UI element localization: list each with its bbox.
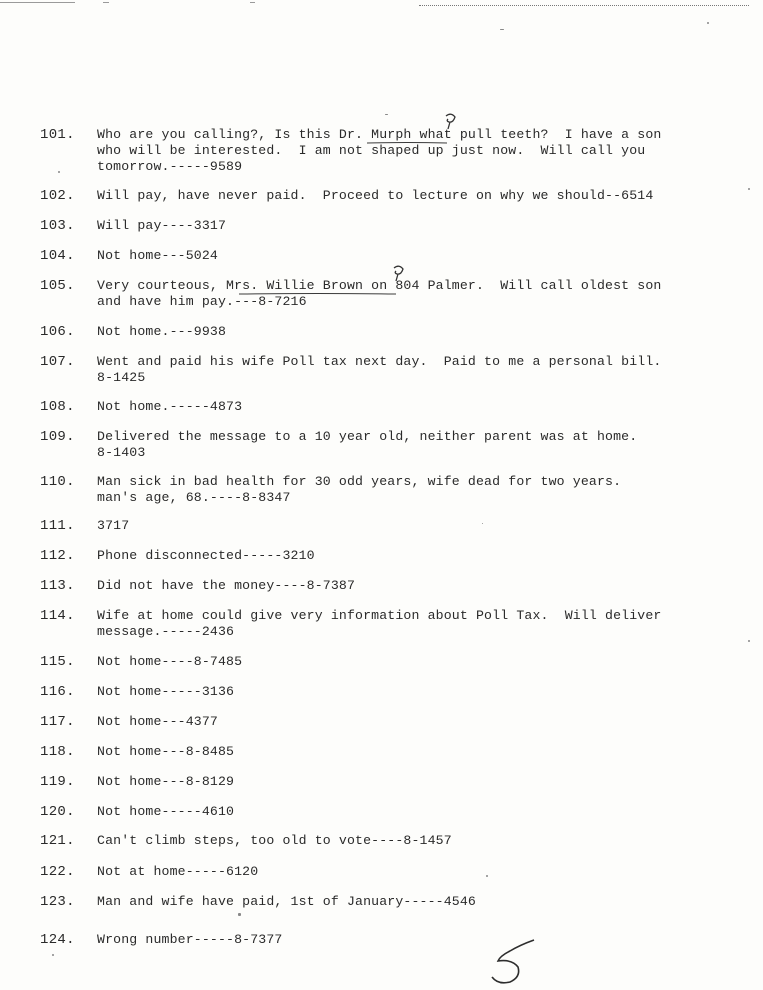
entry-text: Not home---8-8129 [97, 774, 235, 789]
scan-speck [486, 875, 488, 877]
entry-text: Not home---4377 [97, 714, 218, 729]
entry-text: Delivered the message to a 10 year old, neither parent was at home. 8-1403 [97, 429, 638, 460]
scan-speck [238, 913, 241, 916]
entry-number: 106. [40, 324, 75, 340]
entry-number: 116. [40, 684, 75, 700]
entry-text: Not at home-----6120 [97, 864, 259, 879]
entry-text: Not home-----4610 [97, 804, 235, 819]
entry-text: Went and paid his wife Poll tax next day. Paid to me a personal bill. 8-1425 [97, 354, 662, 385]
scan-edge-line-left [0, 2, 75, 3]
entry-text: Will pay, have never paid. Proceed to lecture on why we should--6514 [97, 188, 654, 203]
entry-text: Will pay----3317 [97, 218, 227, 233]
entry-number: 105. [40, 278, 75, 294]
scan-speck [58, 171, 60, 173]
scan-edge-line-mid2 [250, 2, 255, 3]
entry-number: 111. [40, 518, 75, 534]
entry-text: Not home.---9938 [97, 324, 227, 339]
entry-number: 121. [40, 833, 75, 849]
entry-number: 113. [40, 578, 75, 594]
handwritten-underline-murph [366, 141, 448, 145]
entry-number: 104. [40, 248, 75, 264]
handwritten-check-mark-2 [391, 265, 407, 283]
entry-number: 112. [40, 548, 75, 564]
entry-number: 110. [40, 474, 75, 490]
entry-text: Who are you calling?, Is this Dr. Murph what pull teeth? I have a son who will be interested. I am not shaped up just now. Will call you tomorrow.-----9589 [97, 127, 662, 174]
scan-edge-dots [419, 0, 749, 6]
entry-text: Wife at home could give very information about Poll Tax. Will deliver message.-----2436 [97, 608, 662, 639]
scan-speck [385, 114, 388, 115]
entry-text: Phone disconnected-----3210 [97, 548, 315, 563]
entry-number: 102. [40, 188, 75, 204]
entry-text: Not home-----3136 [97, 684, 235, 699]
entry-number: 108. [40, 399, 75, 415]
entry-number: 101. [40, 127, 75, 143]
entry-number: 120. [40, 804, 75, 820]
scan-edge-line-mid [103, 2, 109, 3]
scan-speck [482, 523, 483, 524]
scan-speck [748, 188, 750, 190]
entry-text: 3717 [97, 518, 130, 533]
entry-number: 115. [40, 654, 75, 670]
entry-text: Can't climb steps, too old to vote----8-1457 [97, 833, 452, 848]
entry-text: Not home---5024 [97, 248, 218, 263]
scan-speck [52, 954, 54, 956]
entry-text: Not home---8-8485 [97, 744, 235, 759]
entry-text: Man and wife have paid, 1st of January-----4546 [97, 894, 476, 909]
entry-text: Did not have the money----8-7387 [97, 578, 356, 593]
entry-number: 107. [40, 354, 75, 370]
entry-number: 122. [40, 864, 75, 880]
entry-text: Wrong number-----8-7377 [97, 932, 283, 947]
handwritten-underline-brown [238, 292, 398, 296]
scan-speck [707, 22, 709, 24]
entry-number: 119. [40, 774, 75, 790]
entry-number: 124. [40, 932, 75, 948]
entry-text: Not home.-----4873 [97, 399, 243, 414]
entry-number: 123. [40, 894, 75, 910]
entry-number: 114. [40, 608, 75, 624]
entry-text: Not home----8-7485 [97, 654, 243, 669]
entry-text: Man sick in bad health for 30 odd years, wife dead for two years. man's age, 68.----8-8347 [97, 474, 622, 505]
entry-text: Very courteous, Mrs. Willie Brown on 804 Palmer. Will call oldest son and have him pay.---8-7216 [97, 278, 662, 309]
page-number-handwritten [486, 937, 538, 987]
entry-number: 103. [40, 218, 75, 234]
entry-number: 118. [40, 744, 75, 760]
handwritten-check-mark-1 [443, 113, 459, 131]
scan-speck [748, 640, 750, 642]
scan-speck [500, 29, 504, 30]
entry-number: 109. [40, 429, 75, 445]
entry-number: 117. [40, 714, 75, 730]
